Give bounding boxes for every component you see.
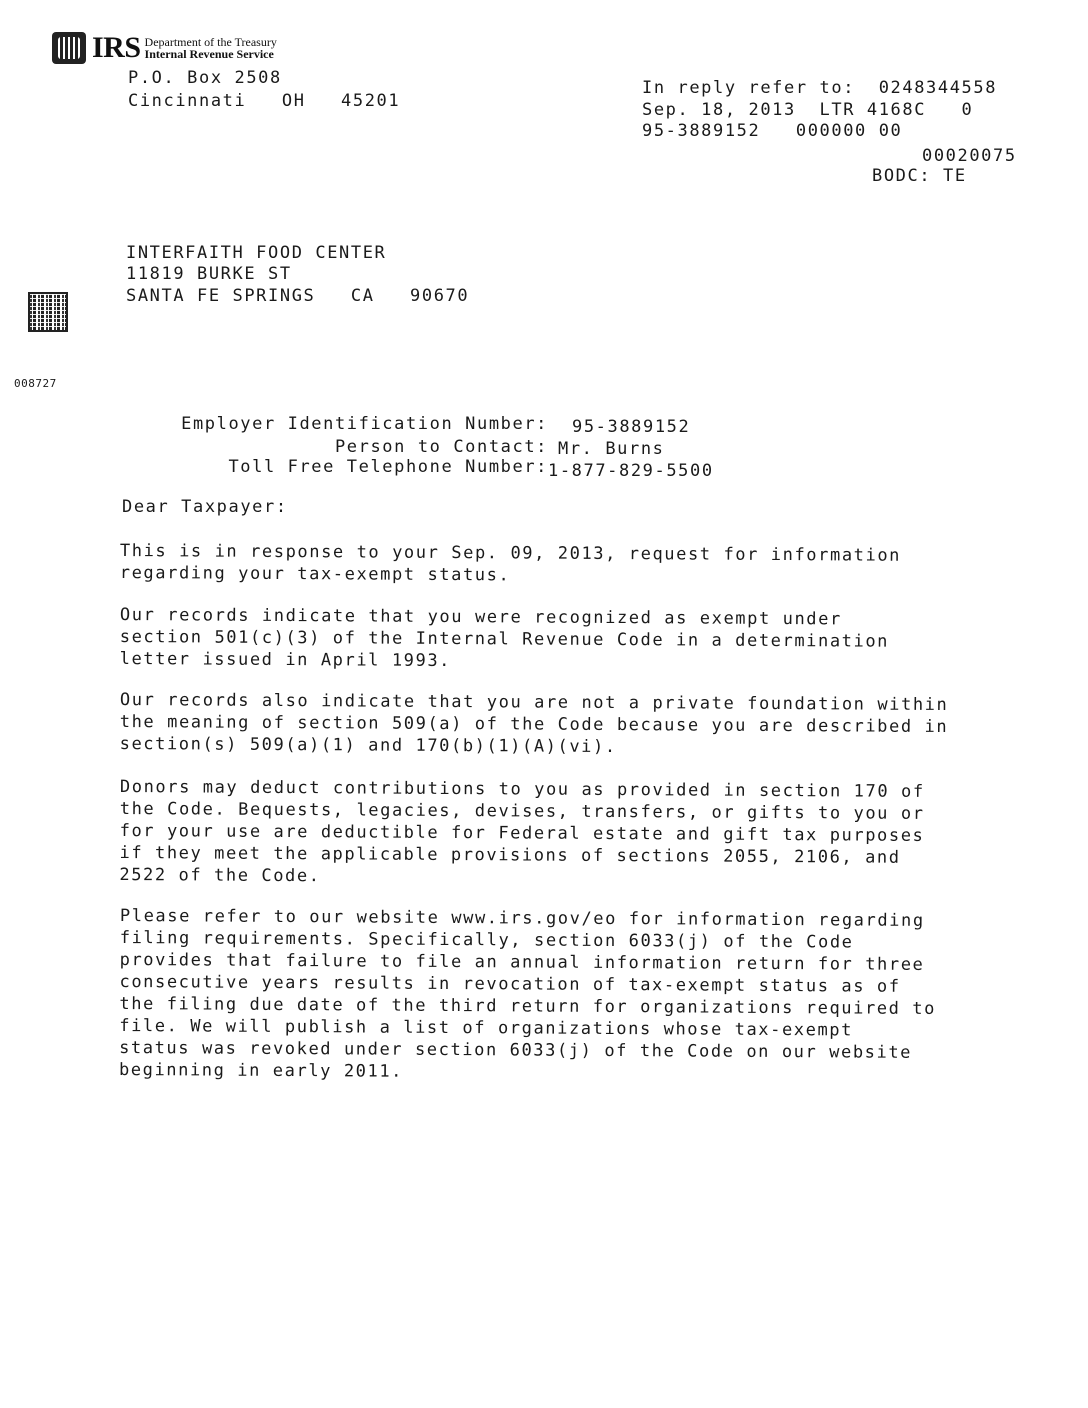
paragraph-filing-requirements: Please refer to our website www.irs.gov/eo for information regarding filing requirements. Specifically, section 6033(j) of the Code provides that failure to file an annual information return for three consecutive years results in revocation of tax-exempt status as of the filing due date of the third return for organizations required to file. We will publish a list of organizations whose tax-exempt status was revoked under section 6033(j) of the Code on our website beginning in early 2011.: [118, 906, 937, 1082]
reference-ein: 95-3889152 000000 00: [642, 121, 903, 141]
irs-eagle-logo-icon: [52, 32, 86, 64]
paragraph-exempt-status: Our records indicate that you were recognized as exempt under section 501(c)(3) of the Internal Revenue Code in a determination letter issued in April 1993.: [119, 605, 890, 672]
sender-city: Cincinnati OH 45201: [128, 91, 401, 111]
phone-value: 1-877-829-5500: [548, 461, 714, 481]
contact-value: Mr. Burns: [558, 439, 665, 459]
recipient-city: SANTA FE SPRINGS CA 90670: [126, 286, 470, 306]
irs-letterhead: [52, 32, 277, 64]
ein-label: Employer Identification Number:: [181, 414, 548, 434]
reference-code: 00020075: [922, 146, 1017, 166]
barcode-number: 008727: [14, 377, 57, 390]
2d-barcode-icon: [28, 292, 68, 332]
department-line-1: Department of the Treasury: [144, 35, 277, 49]
paragraph-deductibility: Donors may deduct contributions to you as provided in section 170 of the Code. Bequests, legacies, devises, transfers, or gifts to you or for your use are deductible for Federal estate and gift tax purposes if they meet the applicable provisions of sections 2055, 2106, and 2522 of the Code.: [119, 777, 925, 887]
letter-date: Sep. 18, 2013 LTR 4168C 0: [642, 100, 974, 120]
bodc-code: BODC: TE: [872, 166, 967, 186]
recipient-street: 11819 BURKE ST: [126, 264, 292, 284]
department-name: [145, 36, 277, 60]
department-line-2: Internal Revenue Service: [144, 47, 274, 61]
paragraph-private-foundation: Our records also indicate that you are not a private foundation within the meaning of section 509(a) of the Code because you are described in section(s) 509(a)(1) and 170(b)(1)(A)(vi).: [119, 690, 949, 758]
phone-label: Toll Free Telephone Number:: [228, 457, 548, 477]
recipient-name: INTERFAITH FOOD CENTER: [126, 243, 387, 263]
sender-po-box: P.O. Box 2508: [128, 68, 282, 88]
salutation: Dear Taxpayer:: [122, 497, 288, 517]
paragraph-request-response: This is in response to your Sep. 09, 2013, request for information regarding your tax-exempt status.: [119, 541, 902, 586]
irs-logo-text: IRS: [92, 31, 141, 64]
contact-label: Person to Contact:: [334, 437, 548, 457]
reply-reference: In reply refer to: 0248344558: [642, 78, 998, 98]
ein-value: 95-3889152: [572, 417, 691, 437]
